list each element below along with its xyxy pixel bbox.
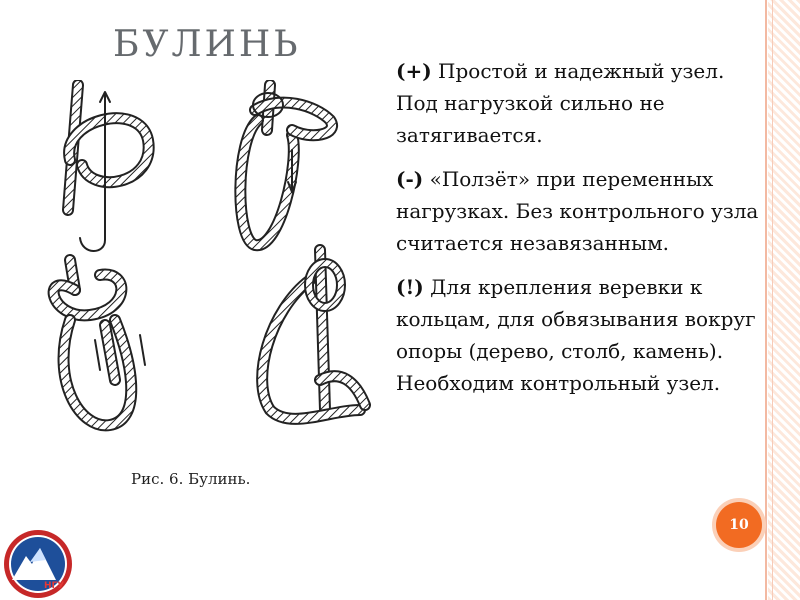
knot-step-4 bbox=[262, 250, 365, 419]
figure-caption: Рис. 6. Булинь. bbox=[131, 470, 251, 488]
knot-step-2 bbox=[240, 85, 332, 245]
decorative-line bbox=[765, 0, 767, 600]
slide-body bbox=[396, 55, 762, 411]
slide-title: БУЛИНЬ bbox=[113, 24, 301, 65]
decorative-line bbox=[772, 0, 773, 600]
note-text: Для крепления веревки к кольцам, для обвязывания вокруг опоры (дерево, столб, камень). Необходим контрольный узел. bbox=[396, 275, 756, 395]
pros-marker: (+) bbox=[396, 59, 432, 83]
cons-marker: (-) bbox=[396, 167, 424, 191]
bowline-knot-illustration bbox=[30, 80, 380, 450]
pros-paragraph bbox=[396, 55, 762, 151]
note-paragraph bbox=[396, 271, 762, 399]
knot-step-3 bbox=[54, 260, 145, 425]
cons-text: «Ползёт» при переменных нагрузках. Без контрольного узла считается незавязанным. bbox=[396, 167, 759, 255]
cons-paragraph bbox=[396, 163, 762, 259]
logo-text: НГУ bbox=[44, 581, 65, 591]
pros-text: Простой и надежный узел. Под нагрузкой сильно не затягивается. bbox=[396, 59, 725, 147]
page-number-badge: 10 bbox=[716, 502, 762, 548]
university-logo bbox=[0, 520, 80, 600]
note-marker: (!) bbox=[396, 275, 424, 299]
knot-step-1 bbox=[68, 85, 149, 251]
